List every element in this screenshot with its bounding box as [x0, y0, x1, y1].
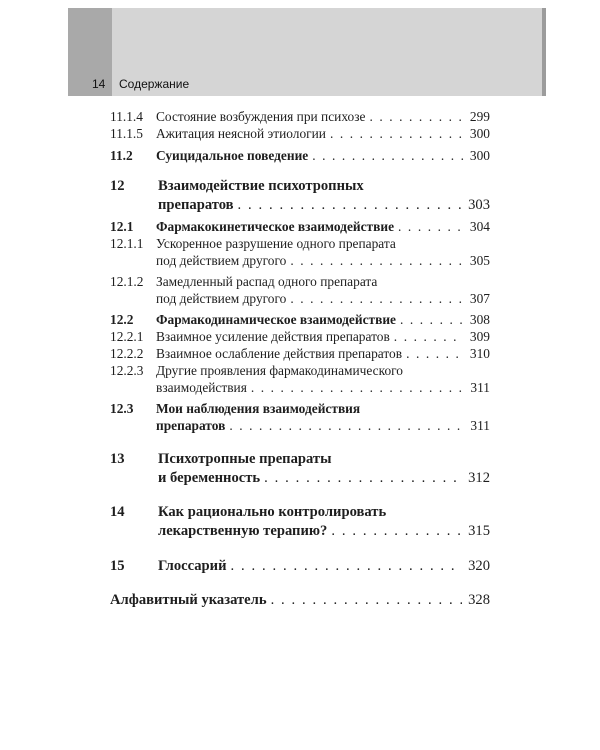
toc-title: Взаимодействие психотропных [158, 178, 364, 194]
toc-number: 12.1 [110, 219, 134, 234]
toc-page: 308 [469, 312, 490, 327]
toc-title: Суицидальное поведение [156, 148, 309, 163]
toc-title: Фармакодинамическое взаимодействие [156, 312, 396, 327]
toc-page: 307 [469, 291, 490, 306]
leader-dots [369, 108, 463, 125]
toc-page: 315 [468, 523, 490, 539]
toc-entry-12-2 [110, 311, 490, 328]
toc-title-cont: препаратов [156, 418, 226, 433]
toc-title: Алфавитный указатель [110, 592, 267, 608]
toc-entry-index [110, 591, 490, 610]
toc-number: 12.2.3 [110, 363, 144, 378]
toc-title-cont: под действием другого [156, 253, 287, 268]
toc-number: 15 [110, 558, 125, 574]
toc-entry-12-1-1 [110, 235, 490, 252]
toc-title: Ускоренное разрушение одного препарата [156, 236, 396, 251]
leader-dots [290, 290, 464, 307]
toc-entry-12-1-2 [110, 273, 490, 290]
toc-title: Мои наблюдения взаимодействия [156, 401, 361, 416]
toc-entry-12-3 [110, 400, 490, 417]
toc-page: 309 [469, 329, 490, 344]
toc-number: 11.2 [110, 148, 133, 163]
leader-dots [290, 252, 464, 269]
toc-page: 299 [469, 109, 490, 124]
leader-dots [238, 196, 463, 215]
leader-dots [331, 522, 462, 541]
running-header-title: Содержание [119, 77, 190, 91]
leader-dots [330, 125, 464, 142]
toc-entry-12 [110, 177, 490, 196]
toc-page: 300 [469, 148, 490, 163]
toc-page: 303 [468, 197, 490, 213]
leader-dots [400, 311, 464, 328]
toc-entry-14-cont [110, 522, 490, 541]
leader-dots [394, 328, 464, 345]
toc-number: 12.1.2 [110, 274, 144, 289]
leader-dots [229, 417, 464, 434]
toc-page: 305 [469, 253, 490, 268]
toc-title-cont: под действием другого [156, 291, 287, 306]
toc-title: Другие проявления фармакодинамического [156, 363, 403, 378]
toc-title-cont: лекарственную терапию? [158, 523, 328, 539]
toc-title-cont: и беременность [158, 470, 261, 486]
toc-page: 320 [468, 558, 490, 574]
toc-number: 14 [110, 504, 125, 520]
toc-page: 311 [470, 380, 490, 395]
toc-title: Взаимное ослабление действия препаратов [156, 346, 403, 361]
toc-entry-12-2-2 [110, 345, 490, 362]
header-band-edge [542, 8, 546, 96]
toc-page: 328 [468, 592, 490, 608]
toc-number: 11.1.5 [110, 126, 143, 141]
toc-page: 304 [469, 219, 490, 234]
toc-entry-12-1-1-cont [110, 252, 490, 269]
toc-entry-11-1-5 [110, 125, 490, 142]
toc-entry-12-1 [110, 218, 490, 235]
toc-entry-12-2-1 [110, 328, 490, 345]
toc-entry-12-1-2-cont [110, 290, 490, 307]
toc-entry-11-1-4 [110, 108, 490, 125]
toc-entry-12-2-3 [110, 362, 490, 379]
toc-title: Состояние возбуждения при психозе [156, 109, 366, 124]
leader-dots [264, 469, 462, 488]
toc-title: Глоссарий [158, 558, 227, 574]
toc-title: Взаимное усиление действия препаратов [156, 329, 390, 344]
leader-dots [271, 591, 463, 610]
toc-title: Психотропные препараты [158, 451, 332, 467]
toc-page: 312 [468, 470, 490, 486]
leader-dots [406, 345, 464, 362]
toc-number: 12 [110, 178, 125, 194]
toc-entry-14 [110, 503, 490, 522]
toc-number: 12.1.1 [110, 236, 144, 251]
toc-number: 12.2.2 [110, 346, 144, 361]
toc-page: 311 [470, 418, 490, 433]
leader-dots [251, 379, 465, 396]
toc-title: Замедленный распад одного препарата [156, 274, 378, 289]
toc-entry-13-cont [110, 469, 490, 488]
page-number: 14 [92, 77, 106, 91]
toc-entry-15 [110, 557, 490, 576]
toc-number: 13 [110, 451, 125, 467]
leader-dots [231, 557, 463, 576]
toc-number: 12.2.1 [110, 329, 144, 344]
toc-number: 12.2 [110, 312, 134, 327]
toc-page: 300 [469, 126, 490, 141]
toc-title: Фармакокинетическое взаимодействие [156, 219, 395, 234]
leader-dots [312, 147, 464, 164]
toc-entry-12-3-cont [110, 417, 490, 434]
toc-title-cont: препаратов [158, 197, 234, 213]
toc-title-cont: взаимодействия [156, 380, 247, 395]
toc-number: 12.3 [110, 401, 134, 416]
toc-page: 310 [469, 346, 490, 361]
toc-number: 11.1.4 [110, 109, 143, 124]
table-of-contents [110, 108, 490, 610]
toc-entry-11-2 [110, 147, 490, 164]
toc-title: Ажитация неясной этиологии [156, 126, 326, 141]
toc-entry-12-cont [110, 196, 490, 215]
toc-title: Как рационально контролировать [158, 504, 387, 520]
toc-entry-13 [110, 450, 490, 469]
leader-dots [398, 218, 464, 235]
header-band-left [68, 8, 112, 96]
toc-entry-12-2-3-cont [110, 379, 490, 396]
